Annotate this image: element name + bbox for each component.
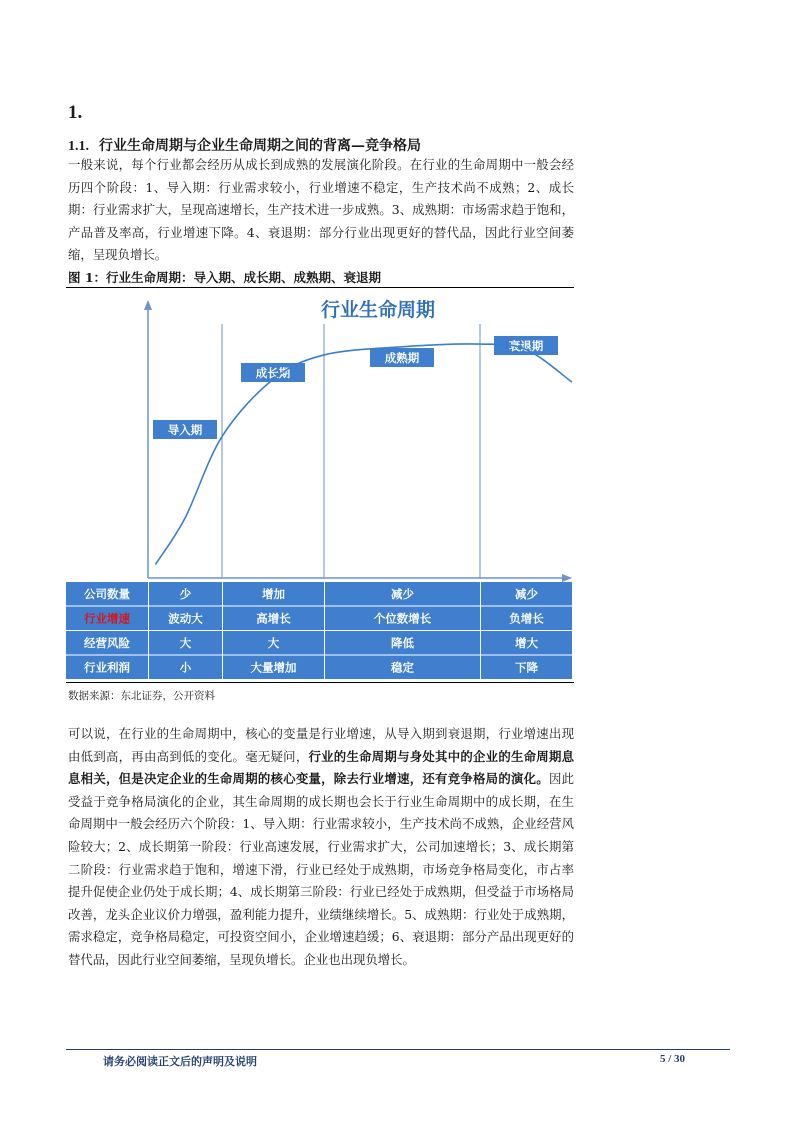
stage-label-1 — [153, 420, 217, 439]
table-cell-text: 负增长 — [509, 611, 544, 626]
table-row-label: 公司数量 — [84, 587, 130, 601]
stage-label-text: 衰退期 — [508, 339, 544, 353]
table-row-label: 经营风险 — [84, 636, 130, 650]
intro-paragraph: 一般来说，每个行业都会经历从成长到成熟的发展演化阶段。在行业的生命周期中一般会经历四个阶段：1、导入期：行业需求较小，行业增速不稳定，生产技术尚不成熟；2、成长期：行业需求扩大，呈现高速增长，生产技术进一步成熟。3、成熟期：市场需求趋于饱和，产品普及率高，行业增速下降。4、衰退期：部分行业出现更好的替代品，因此行业空间萎缩，呈现负增长。 — [68, 157, 574, 263]
body-paragraph — [68, 723, 574, 972]
lifecycle-curve — [155, 344, 572, 564]
body-paragraph-post: 因此受益于竞争格局演化的企业，其生命周期的成长期也会长于行业生命周期中的成长期，在生命周期中一般会经历六个阶段：1、导入期：行业需求较小，生产技术尚不成熟，企业经营风险较大；2、成长期第一阶段：行业高速发展，行业需求扩大，公司加速增长；3、成长期第二阶段：行业需求趋于饱和，增速下滑，行业已经处于成熟期，市场竞争格局变化，市占率提升促使企业仍处于成长期；4、成长期第三阶段：行业已经处于成熟期，但受益于市场格局改善，龙头企业议价力增强，盈利能力提升，业绩继续增长。5、成熟期：行业处于成熟期，需求稳定，竞争格局稳定，可投资空间小，企业增速趋缓；6、衰退期：部分产品出现更好的替代品，因此行业空间萎缩，呈现负增长。企业也出现负增长。 — [68, 771, 575, 967]
stage-label-3 — [370, 348, 434, 367]
figure-bottom-rule — [66, 682, 574, 683]
table-cell-text: 稳定 — [391, 660, 414, 675]
table-cell-text: 减少 — [391, 587, 414, 601]
table-cell-text: 个位数增长 — [373, 611, 432, 626]
stage-table — [66, 582, 572, 679]
stage-label-text: 成长期 — [255, 366, 291, 380]
chart-title: 行业生命周期 — [320, 299, 436, 321]
section-number: 1. — [68, 102, 83, 123]
figure-source: 数据来源：东北证券，公开资料 — [68, 690, 215, 702]
subsection-number: 1.1. — [68, 139, 89, 154]
table-row-label: 行业利润 — [84, 660, 130, 675]
footer-disclaimer: 请务必阅读正文后的声明及说明 — [103, 1055, 257, 1068]
y-axis-arrow — [144, 300, 152, 310]
body-paragraph-pre: 可以说，在行业的生命周期中，核心的变量是行业增速，从导入期到衰退期，行业增速出现由低到高，再由高到低的变化。毫无疑问， — [68, 726, 574, 764]
table-cell-text: 波动大 — [168, 611, 203, 626]
table-cell-text: 减少 — [515, 587, 538, 601]
subsection-heading — [68, 135, 421, 155]
table-cell-text: 增大 — [515, 636, 538, 650]
table-cell-text: 大量增加 — [250, 660, 297, 675]
stage-label-4 — [494, 336, 558, 355]
stage-label-text: 导入期 — [167, 423, 203, 437]
table-cell-text: 高增长 — [256, 611, 291, 626]
table-cell-text: 增加 — [262, 587, 285, 601]
table-cell-text: 降低 — [391, 636, 414, 650]
subsection-title: 行业生命周期与企业生命周期之间的背离—竞争格局 — [99, 138, 421, 154]
table-cell-text: 小 — [179, 660, 192, 675]
body-paragraph-bold: 行业的生命周期与身处其中的企业的生命周期息息相关，但是决定企业的生命周期的核心变量，除去行业增速，还有竞争格局的演化。 — [68, 748, 575, 787]
table-cell-text: 少 — [179, 587, 192, 601]
table-cell-text: 大 — [267, 636, 280, 650]
table-cell-text: 下降 — [515, 660, 538, 675]
x-axis-arrow — [562, 574, 572, 582]
stage-label-text: 成熟期 — [384, 351, 420, 365]
footer-rule — [66, 1049, 730, 1050]
lifecycle-chart — [66, 288, 574, 682]
table-cell-text: 大 — [179, 636, 192, 650]
page-number: 5 / 30 — [660, 1053, 686, 1065]
table-row-label: 行业增速 — [84, 611, 130, 626]
figure-caption: 图 1：行业生命周期：导入期、成长期、成熟期、衰退期 — [68, 270, 382, 285]
